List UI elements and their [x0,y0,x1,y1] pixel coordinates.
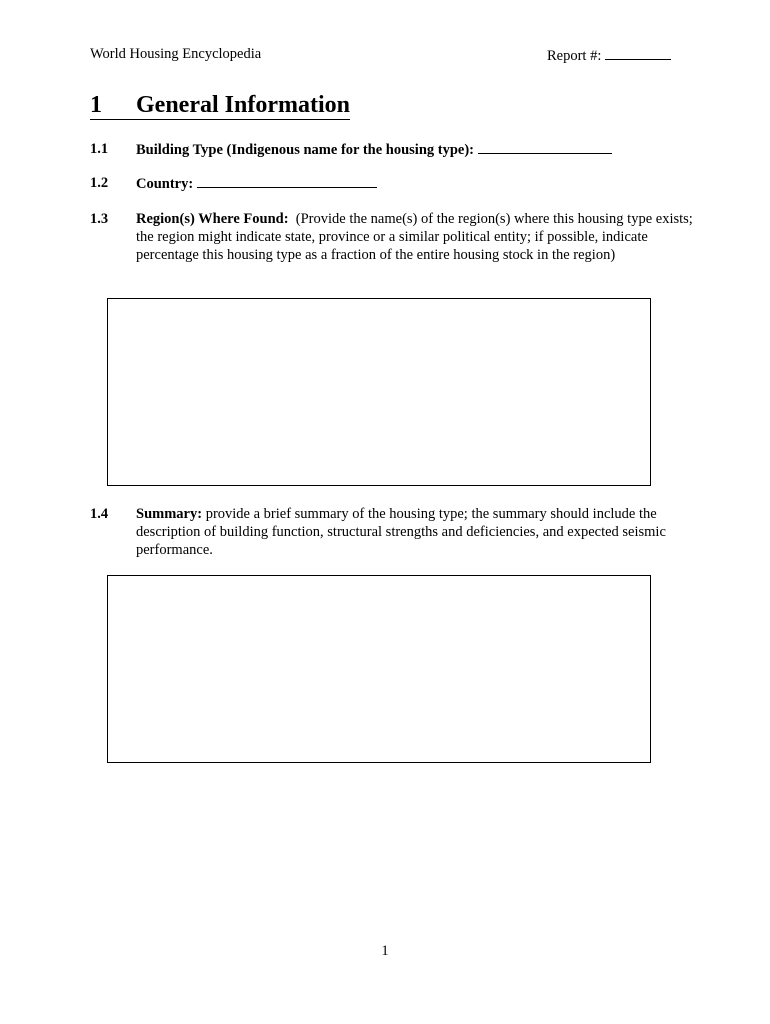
regions-text-box[interactable] [107,298,651,486]
section-title: General Information [136,92,350,118]
item-label: Region(s) Where Found: [136,211,289,227]
page-number: 1 [381,943,389,959]
section-heading [90,92,350,120]
building-type-field[interactable] [478,140,612,154]
item-number: 1.2 [90,175,109,191]
item-number: 1.1 [90,141,109,157]
item-number: 1.3 [90,211,109,227]
section-number: 1 [90,92,102,118]
header-title: World Housing Encyclopedia [90,46,262,62]
item-label: Building Type (Indigenous name for the housing type): [136,142,475,158]
item-label: Country: [136,176,194,192]
item-number: 1.4 [90,506,109,522]
item-instructions: (Provide the name(s) of the region(s) where this housing type exists; the region might indicate state, province or a similar political entity; if possible, indicate percentage this housing type as a fraction of the entire housing stock in the region) [136,211,693,263]
country-field[interactable] [197,174,377,188]
item-label: Summary: [136,506,203,522]
summary-text-box[interactable] [107,575,651,763]
item-body [136,210,696,264]
item-body [136,140,612,159]
report-number-label: Report #: [547,48,602,64]
item-body [136,505,684,559]
item-body [136,174,377,193]
report-number-field[interactable] [605,46,671,60]
item-instructions: provide a brief summary of the housing type; the summary should include the description of building function, structural strengths and deficiencies, and expected seismic performance. [136,506,666,558]
report-number-area [547,46,671,65]
